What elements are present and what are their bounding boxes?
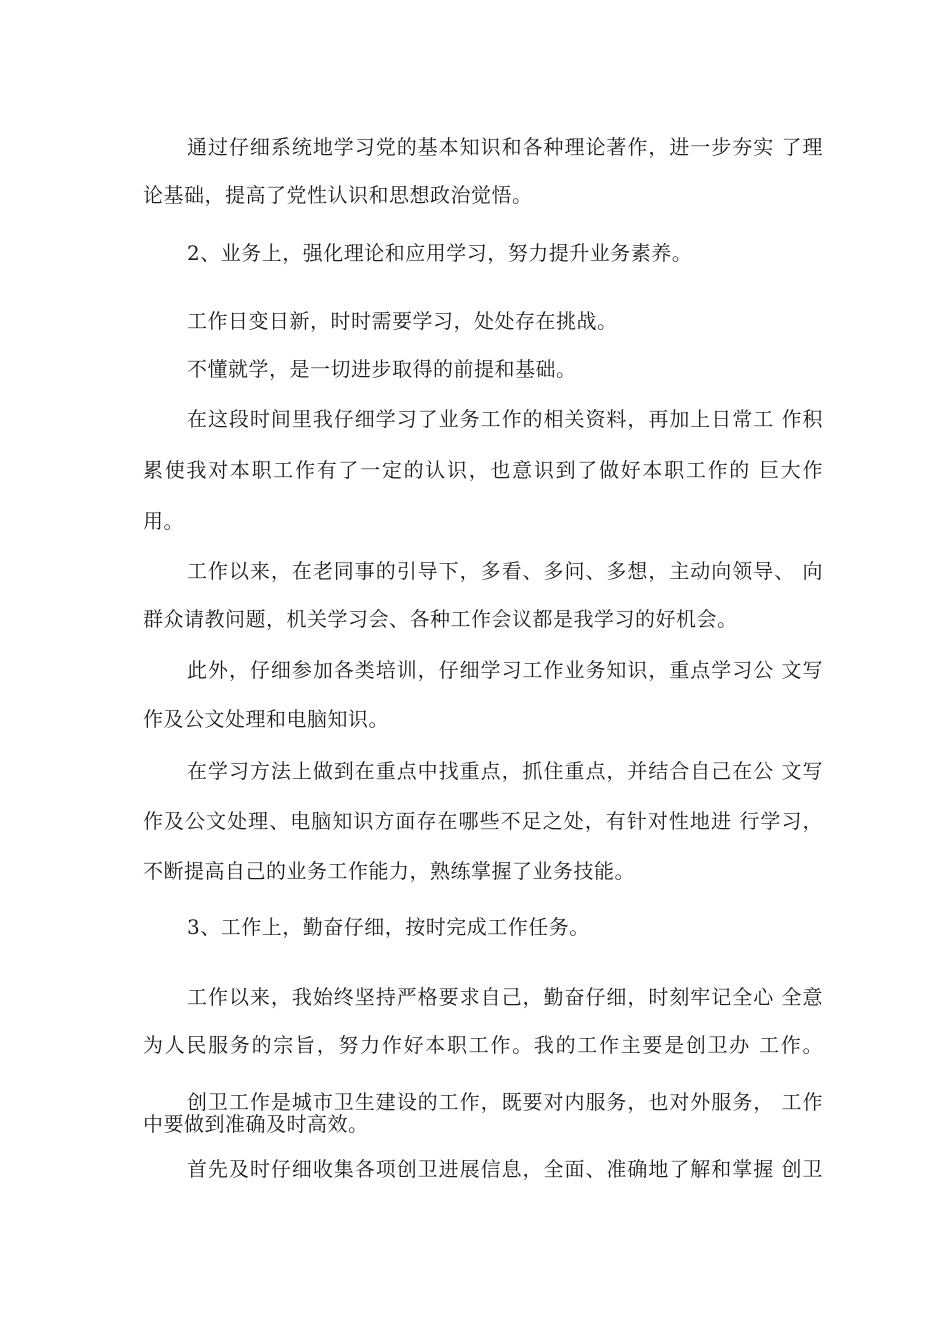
paragraph-line: 为人民服务的宗旨，努力作好本职工作。我的工作主要是创卫办 工作。 [143,1033,823,1057]
paragraph-line: 创卫工作是城市卫生建设的工作，既要对内服务，也对外服务， 工作 [187,1090,823,1114]
paragraph-line: 在学习方法上做到在重点中找重点，抓住重点，并结合自己在公 文写 [187,759,823,783]
section-heading: 2、业务上，强化理论和应用学习，努力提升业务素养。 [187,241,693,265]
paragraph-line: 群众请教问题，机关学习会、各种工作会议都是我学习的好机会。 [143,607,738,631]
paragraph-line: 中要做到准确及时高效。 [143,1112,369,1136]
paragraph-line: 工作日变日新，时时需要学习，处处存在挑战。 [187,309,618,333]
section-heading: 3、工作上，勤奋仔细，按时完成工作任务。 [187,915,590,939]
paragraph-line: 不断提高自己的业务工作能力，熟练掌握了业务技能。 [143,859,635,883]
paragraph-line: 作及公文处理和电脑知识。 [143,707,389,731]
paragraph-line: 通过仔细系统地学习党的基本知识和各种理论著作，进一步夯实 了理 [187,135,823,159]
paragraph-line: 在这段时间里我仔细学习了业务工作的相关资料，再加上日常工 作积 [187,407,823,431]
paragraph-line: 不懂就学，是一切进步取得的前提和基础。 [187,357,577,381]
paragraph-line: 用。 [143,509,184,533]
paragraph-line: 此外，仔细参加各类培训，仔细学习工作业务知识，重点学习公 文写 [187,658,823,682]
paragraph-line: 首先及时仔细收集各项创卫进展信息，全面、准确地了解和掌握 创卫 [187,1157,823,1181]
paragraph-line: 论基础，提高了党性认识和思想政治觉悟。 [143,183,533,207]
paragraph-line: 工作以来，在老同事的引导下，多看、多问、多想，主动向领导、 向 [187,559,823,583]
paragraph-line: 作及公文处理、电脑知识方面存在哪些不足之处，有针对性地进 行学习， [143,809,823,833]
paragraph-line: 累使我对本职工作有了一定的认识，也意识到了做好本职工作的 巨大作 [143,458,823,482]
paragraph-line: 工作以来，我始终坚持严格要求自己，勤奋仔细，时刻牢记全心 全意 [187,985,823,1009]
